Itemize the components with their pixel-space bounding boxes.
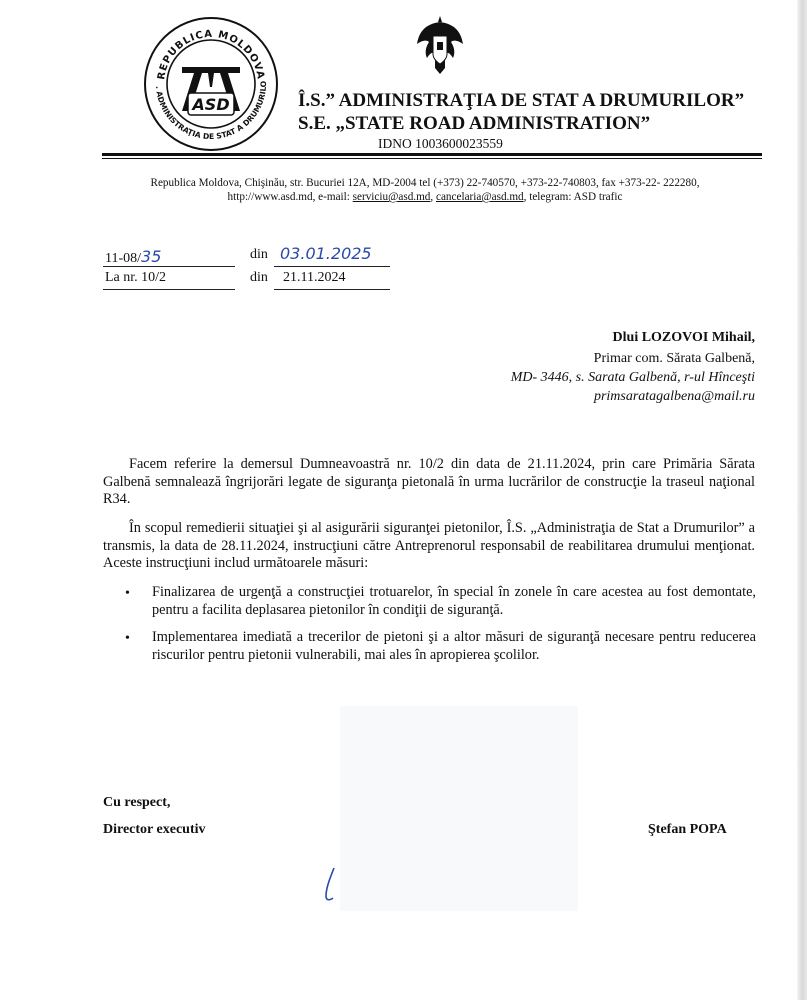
outgoing-prefix: 11-08/ xyxy=(105,251,142,266)
outgoing-date-underline xyxy=(274,266,390,267)
incoming-number: La nr. 10/2 xyxy=(105,270,167,285)
contact-website: http://www.asd.md, e-mail: xyxy=(227,191,350,203)
logo-text: ASD xyxy=(192,95,230,114)
closing-text: Cu respect, xyxy=(103,795,171,810)
contact-line-2: http://www.asd.md, e-mail: serviciu@asd.md, cancelaria@asd.md, telegram: ASD trafic xyxy=(227,191,623,203)
outgoing-number-underline xyxy=(103,266,235,267)
incoming-date: 21.11.2024 xyxy=(283,270,346,285)
body-paragraph-1: Facem referire la demersul Dumneavoastră nr. 10/2 din data de 21.11.2024, prin care Primăria Sărata Galbenă semnalează îngrijorări legate de siguranţa pietonală în urma lucrărilor de construcţie la traseul naţional R34. xyxy=(103,456,755,507)
handwritten-initial-mark xyxy=(320,864,340,909)
email-link-cancelaria[interactable]: cancelaria@asd.md xyxy=(436,191,524,203)
org-name-en: S.E. „STATE ROAD ADMINISTRATION” xyxy=(298,113,651,134)
coat-of-arms-icon xyxy=(415,14,465,76)
body-paragraph-2: În scopul remedierii situaţiei şi al asigurării siguranţei pietonilor, Î.S. „Administraţia de Stat a Drumurilor” a transmis, la data de 28.11.2024, instrucţiuni către Antreprenorul responsabil de reabilitarea drumului menţionat. Aceste instrucţiuni includ următoarele măsuri: xyxy=(103,520,755,571)
contact-telegram: telegram: ASD trafic xyxy=(529,191,623,203)
header-divider-thin xyxy=(102,158,762,159)
header-divider xyxy=(102,153,762,156)
page-edge-shadow xyxy=(797,0,807,1000)
recipient-address: MD- 3446, s. Sarata Galbenă, r-ul Hînceşti xyxy=(510,370,755,385)
contact-block xyxy=(60,176,790,204)
recipient-email[interactable]: primsaratagalbena@mail.ru xyxy=(593,389,755,404)
outgoing-handwritten-number: 35 xyxy=(141,247,162,266)
outgoing-din-label: din xyxy=(250,247,268,262)
incoming-date-underline xyxy=(274,289,390,290)
signatory-role: Director executiv xyxy=(103,822,206,837)
email-link-serviciu[interactable]: serviciu@asd.md xyxy=(352,191,431,203)
incoming-number-underline xyxy=(103,289,235,290)
redacted-stamp-area xyxy=(340,706,578,911)
idno: IDNO 1003600023559 xyxy=(378,136,503,151)
seal-bottom-text: . ADMINISTRAŢIA DE STAT A DRUMURILO xyxy=(154,80,269,142)
outgoing-handwritten-date: 03.01.2025 xyxy=(280,244,372,263)
bullet-marker: • xyxy=(125,631,130,646)
recipient-title: Primar com. Sărata Galbenă, xyxy=(593,351,755,366)
signatory-name: Ştefan POPA xyxy=(648,822,727,837)
bullet-marker: • xyxy=(125,586,130,601)
recipient-name: Dlui LOZOVOI Mihail, xyxy=(612,330,755,345)
bullet-item-2: Implementarea imediată a trecerilor de pietoni şi a altor măsuri de siguranţă necesare pentru reducerea riscurilor pentru pietonii vulnerabili, mai ales în apropierea şcolilor. xyxy=(152,629,756,663)
outgoing-number xyxy=(105,247,161,267)
asd-seal-logo xyxy=(142,15,280,153)
incoming-din-label: din xyxy=(250,270,268,285)
seal-top-text: REPUBLICA MOLDOVA xyxy=(156,28,266,81)
org-name-ro: Î.S.” ADMINISTRAŢIA DE STAT A DRUMURILOR” xyxy=(298,90,745,111)
bullet-item-1: Finalizarea de urgenţă a construcţiei trotuarelor, în special în zonele în care acestea au fost demontate, pentru a facilita deplasarea pietonilor în condiţii de siguranţă. xyxy=(152,584,756,618)
contact-line-1: Republica Moldova, Chişinău, str. Bucuriei 12A, MD-2004 tel (+373) 22-740570, +373-22-740803, fax +373-22- 222280, xyxy=(150,177,700,189)
